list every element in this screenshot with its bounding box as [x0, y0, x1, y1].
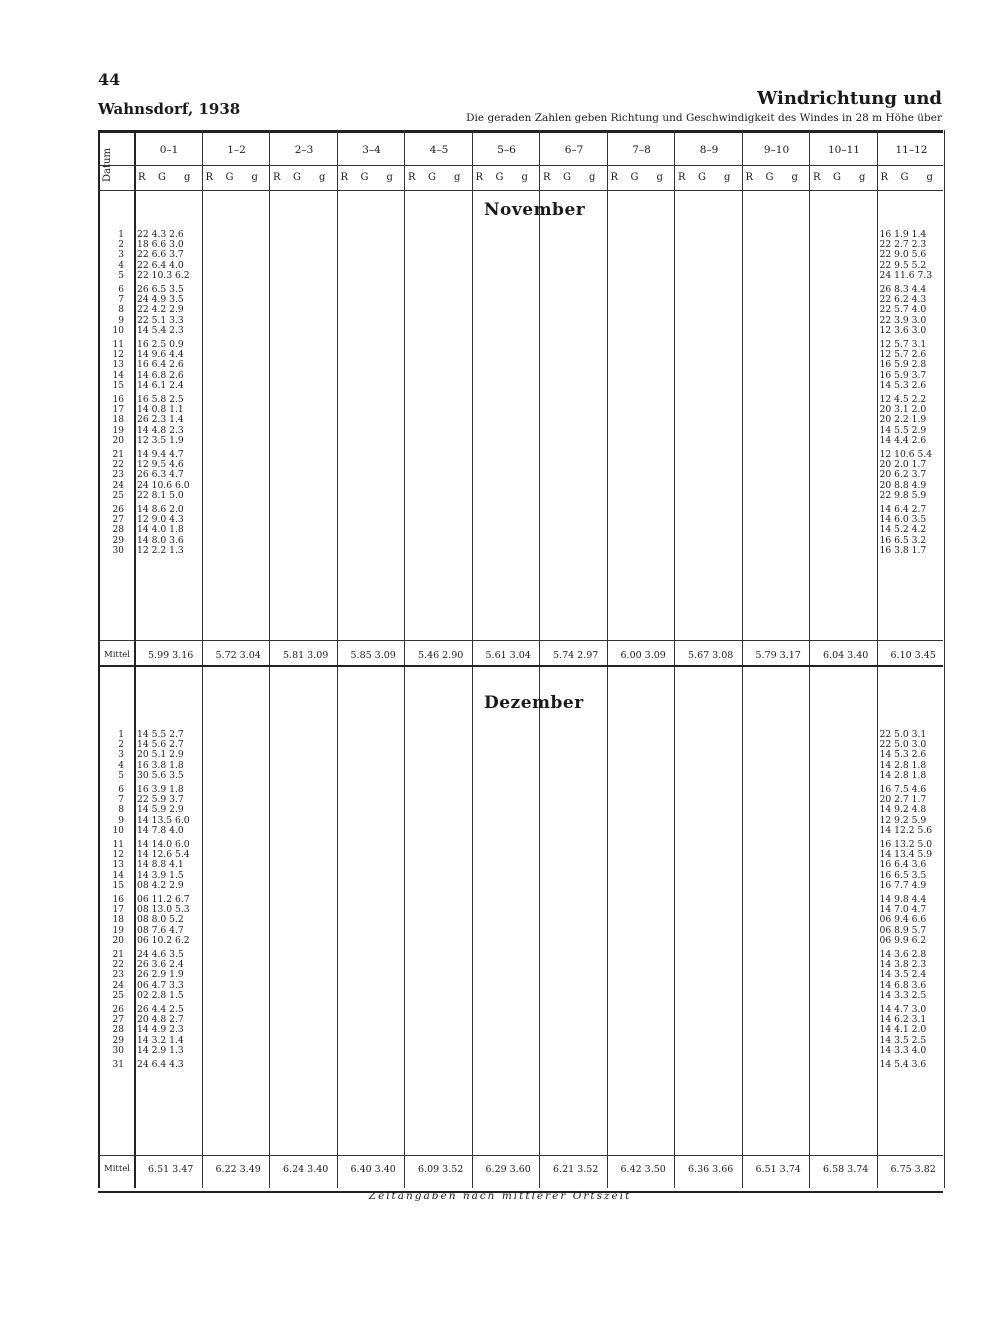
subheader-R: R	[813, 172, 821, 183]
day-number: 13	[112, 860, 124, 871]
mittel-value: 6.36 3.66	[688, 1164, 734, 1175]
cell-11-12: 20 8.8 4.9	[879, 479, 927, 491]
day-number: 2	[118, 240, 124, 251]
cell-0-1: 12 3.5 1.9	[137, 434, 184, 446]
hour-bin-header: 4–5	[429, 144, 449, 156]
cell-11-12: 16 13.2 5.0	[879, 839, 933, 850]
cell-11-12: 22 2.7 2.3	[879, 239, 927, 251]
cell-0-1: 16 2.5 0.9	[137, 339, 184, 350]
cell-11-12: 16 5.9 3.7	[879, 369, 927, 381]
cell-11-12: 14 5.3 2.6	[879, 379, 927, 391]
cell-0-1: 26 3.6 2.4	[137, 959, 184, 971]
cell-0-1: 22 10.3 6.2	[137, 269, 190, 281]
subheader-g: g	[791, 172, 798, 183]
mittel-value: 5.99 3.16	[148, 650, 194, 661]
subheader-G: G	[765, 172, 774, 183]
cell-11-12: 12 4.5 2.2	[879, 394, 927, 405]
cell-0-1: 14 9.6 4.4	[137, 349, 184, 361]
cell-0-1: 20 4.8 2.7	[137, 1014, 184, 1026]
column-divider	[944, 130, 945, 1188]
cell-0-1: 14 7.8 4.0	[137, 824, 184, 836]
hour-bin-header: 7–8	[632, 144, 651, 156]
column-divider	[742, 130, 743, 1188]
cell-11-12: 14 4.1 2.0	[879, 1024, 927, 1036]
day-number: 17	[112, 905, 124, 916]
table-frame	[98, 130, 943, 1193]
day-number: 4	[118, 760, 124, 771]
mittel-value: 5.61 3.04	[485, 650, 531, 661]
day-number: 27	[112, 1015, 124, 1026]
cell-11-12: 22 3.9 3.0	[879, 314, 927, 326]
cell-0-1: 12 9.5 4.6	[137, 459, 184, 471]
subheader-g: g	[521, 172, 528, 183]
cell-11-12: 06 8.9 5.7	[879, 924, 927, 936]
mittel-label-november: Mittel	[104, 650, 131, 660]
cell-0-1: 22 6.4 4.0	[137, 259, 184, 271]
day-number: 18	[112, 915, 124, 926]
day-number: 25	[112, 490, 124, 501]
cell-0-1: 14 13.5 6.0	[137, 814, 190, 826]
day-number: 1	[118, 230, 124, 240]
cell-11-12: 14 7.0 4.7	[879, 904, 927, 916]
cell-11-12: 14 3.6 2.8	[879, 949, 927, 960]
day-number: 21	[112, 950, 124, 960]
day-number: 16	[112, 895, 124, 905]
datum-header: Datum	[102, 148, 113, 182]
cell-0-1: 24 4.6 3.5	[137, 949, 184, 960]
cell-11-12: 22 9.0 5.6	[879, 249, 927, 261]
day-number: 3	[118, 250, 124, 261]
cell-0-1: 14 8.0 3.6	[137, 534, 184, 546]
mittel-value: 6.21 3.52	[553, 1164, 599, 1175]
day-number: 23	[112, 470, 124, 481]
day-number: 24	[112, 480, 124, 491]
subheader-g: g	[251, 172, 258, 183]
mittel-value: 6.09 3.52	[418, 1164, 464, 1175]
section-rule	[98, 640, 943, 641]
cell-11-12: 16 5.9 2.8	[879, 359, 927, 371]
cell-11-12: 14 3.5 2.4	[879, 969, 927, 981]
subheader-R: R	[745, 172, 754, 183]
day-number: 5	[118, 770, 124, 781]
cell-11-12: 22 5.0 3.0	[879, 739, 927, 751]
table-left-border	[98, 130, 100, 1188]
cell-0-1: 16 3.8 1.8	[137, 759, 184, 771]
day-number: 16	[112, 395, 124, 405]
cell-0-1: 14 3.9 1.5	[137, 869, 184, 881]
cell-11-12: 14 13.4 5.9	[879, 849, 933, 861]
subheader-G: G	[630, 172, 639, 183]
day-number: 28	[112, 1025, 124, 1036]
mittel-value: 6.75 3.82	[890, 1164, 936, 1175]
cell-11-12: 14 12.2 5.6	[879, 824, 933, 836]
cell-0-1: 22 5.9 3.7	[137, 794, 184, 806]
cell-0-1: 08 4.2 2.9	[137, 879, 184, 891]
cell-11-12: 14 3.8 2.3	[879, 959, 927, 971]
cell-11-12: 14 2.8 1.8	[879, 759, 927, 771]
column-divider	[337, 130, 338, 1188]
cell-0-1: 14 3.2 1.4	[137, 1034, 184, 1046]
cell-11-12: 14 5.5 2.9	[879, 424, 927, 436]
subheader-G: G	[360, 172, 369, 183]
day-number: 31	[112, 1060, 124, 1070]
cell-0-1: 22 8.1 5.0	[137, 489, 184, 501]
month-heading-november: November	[484, 200, 586, 220]
station-year: Wahnsdorf, 1938	[98, 100, 241, 118]
cell-11-12: 20 6.2 3.7	[879, 469, 927, 481]
day-number: 20	[112, 935, 124, 946]
subheader-R: R	[475, 172, 484, 183]
cell-0-1: 26 6.5 3.5	[137, 284, 184, 295]
day-number: 22	[112, 960, 124, 971]
day-number: 11	[112, 840, 124, 850]
day-number: 9	[118, 815, 124, 826]
cell-11-12: 14 5.3 2.6	[879, 749, 927, 761]
mittel-value: 5.46 2.90	[418, 650, 464, 661]
mittel-value: 6.00 3.09	[620, 650, 666, 661]
day-number: 17	[112, 405, 124, 416]
mittel-value: 6.51 3.47	[148, 1164, 194, 1175]
cell-0-1: 30 5.6 3.5	[137, 769, 184, 781]
cell-0-1: 26 2.9 1.9	[137, 969, 184, 981]
subheader-R: R	[138, 172, 146, 183]
day-number: 20	[112, 435, 124, 446]
subheader-R: R	[408, 172, 416, 183]
cell-11-12: 14 5.4 3.6	[879, 1059, 927, 1070]
cell-0-1: 14 0.8 1.1	[137, 404, 184, 416]
day-number: 18	[112, 415, 124, 426]
cell-11-12: 16 1.9 1.4	[879, 229, 927, 240]
mittel-value: 5.72 3.04	[215, 650, 261, 661]
cell-11-12: 14 6.8 3.6	[879, 979, 927, 991]
cell-0-1: 14 5.4 2.3	[137, 324, 184, 336]
day-number: 15	[112, 880, 124, 891]
day-number: 15	[112, 380, 124, 391]
page-subtitle: Die geraden Zahlen geben Richtung und Geschwindigkeit des Windes in 28 m Höhe über	[466, 112, 942, 124]
subheader-G: G	[495, 172, 504, 183]
mittel-value: 6.29 3.60	[485, 1164, 531, 1175]
cell-0-1: 26 4.4 2.5	[137, 1004, 184, 1015]
cell-11-12: 20 2.2 1.9	[879, 414, 927, 426]
day-number: 7	[118, 795, 124, 806]
mittel-value: 5.67 3.08	[688, 650, 734, 661]
mittel-value: 6.10 3.45	[890, 650, 936, 661]
cell-0-1: 16 3.9 1.8	[137, 784, 184, 795]
column-divider	[134, 130, 136, 1188]
subheader-g: g	[926, 172, 933, 183]
cell-11-12: 16 7.7 4.9	[879, 879, 927, 891]
mittel-value: 6.42 3.50	[620, 1164, 666, 1175]
cell-11-12: 06 9.9 6.2	[879, 934, 927, 946]
day-number: 24	[112, 980, 124, 991]
day-number: 30	[112, 1045, 124, 1056]
page-title: Windrichtung und	[757, 88, 942, 109]
subheader-g: g	[859, 172, 866, 183]
column-divider	[269, 130, 270, 1188]
cell-0-1: 18 6.6 3.0	[137, 239, 184, 251]
hour-bin-header: 9–10	[763, 144, 790, 156]
subheader-R: R	[678, 172, 686, 183]
cell-0-1: 14 4.9 2.3	[137, 1024, 184, 1036]
subheader-R: R	[273, 172, 281, 183]
section-rule	[98, 665, 943, 667]
cell-11-12: 14 5.2 4.2	[879, 524, 927, 536]
subheader-G: G	[563, 172, 571, 183]
subheader-g: g	[724, 172, 731, 183]
column-divider	[202, 130, 203, 1188]
footer-note: Zeitangaben nach mittlerer Ortszeit	[368, 1190, 632, 1202]
day-number: 7	[118, 295, 124, 306]
cell-11-12: 14 4.4 2.6	[879, 434, 927, 446]
cell-11-12: 22 6.2 4.3	[879, 294, 927, 306]
cell-0-1: 12 9.0 4.3	[137, 514, 184, 526]
subheader-g: g	[184, 172, 191, 183]
cell-0-1: 14 4.0 1.8	[137, 524, 184, 536]
cell-11-12: 06 9.4 6.6	[879, 914, 927, 926]
cell-11-12: 14 6.2 3.1	[879, 1014, 927, 1026]
hour-bin-header: 6–7	[564, 144, 584, 156]
day-number: 8	[118, 805, 124, 816]
mittel-value: 6.04 3.40	[823, 650, 869, 661]
day-number: 25	[112, 990, 124, 1001]
day-number: 4	[118, 260, 124, 271]
cell-0-1: 14 5.9 2.9	[137, 804, 184, 816]
subheader-R: R	[340, 172, 349, 183]
cell-0-1: 06 4.7 3.3	[137, 979, 184, 991]
day-number: 11	[112, 340, 124, 350]
hour-bin-header: 3–4	[362, 144, 381, 156]
day-number: 14	[112, 370, 124, 381]
day-number: 6	[118, 285, 124, 295]
mittel-value: 5.85 3.09	[350, 650, 396, 661]
subheader-G: G	[158, 172, 166, 183]
cell-0-1: 22 6.6 3.7	[137, 249, 184, 261]
cell-0-1: 24 4.9 3.5	[137, 294, 184, 306]
cell-0-1: 24 10.6 6.0	[137, 479, 190, 491]
cell-0-1: 12 2.2 1.3	[137, 544, 184, 556]
cell-0-1: 14 8.8 4.1	[137, 859, 184, 871]
subheader-g: g	[386, 172, 393, 183]
subheader-G: G	[698, 172, 706, 183]
subheader-G: G	[225, 172, 234, 183]
mittel-value: 6.22 3.49	[215, 1164, 261, 1175]
mittel-value: 5.79 3.17	[755, 650, 801, 661]
cell-0-1: 24 6.4 4.3	[137, 1059, 184, 1070]
column-divider	[472, 130, 473, 1188]
subheader-g: g	[656, 172, 663, 183]
subheader-G: G	[833, 172, 841, 183]
day-number: 2	[118, 740, 124, 751]
hour-bin-header: 0–1	[159, 144, 179, 156]
cell-11-12: 12 9.2 5.9	[879, 814, 927, 826]
header-rule	[98, 165, 943, 166]
cell-11-12: 24 11.6 7.3	[879, 269, 933, 281]
cell-11-12: 20 2.7 1.7	[879, 794, 927, 806]
cell-11-12: 14 3.3 2.5	[879, 989, 927, 1001]
cell-0-1: 16 6.4 2.6	[137, 359, 184, 371]
cell-11-12: 26 8.3 4.4	[879, 284, 927, 295]
subheader-G: G	[900, 172, 909, 183]
day-number: 14	[112, 870, 124, 881]
subheader-G: G	[428, 172, 436, 183]
hour-bin-header: 2–3	[294, 144, 314, 156]
cell-0-1: 14 14.0 6.0	[137, 839, 190, 850]
mittel-value: 6.24 3.40	[283, 1164, 329, 1175]
cell-0-1: 14 9.4 4.7	[137, 449, 184, 460]
cell-0-1: 14 6.1 2.4	[137, 379, 184, 391]
cell-11-12: 12 5.7 3.1	[879, 339, 927, 350]
mittel-value: 6.58 3.74	[823, 1164, 869, 1175]
cell-11-12: 14 2.8 1.8	[879, 769, 927, 781]
cell-11-12: 14 6.0 3.5	[879, 514, 927, 526]
day-number: 6	[118, 785, 124, 795]
cell-0-1: 14 6.8 2.6	[137, 369, 184, 381]
cell-0-1: 22 4.3 2.6	[137, 229, 184, 240]
cell-11-12: 16 3.8 1.7	[879, 544, 927, 556]
header-rule	[98, 190, 943, 191]
cell-11-12: 16 6.5 3.2	[879, 534, 927, 546]
subheader-R: R	[880, 172, 889, 183]
cell-0-1: 08 8.0 5.2	[137, 914, 184, 926]
hour-bin-header: 11–12	[895, 144, 928, 156]
cell-11-12: 12 10.6 5.4	[879, 449, 933, 460]
page-number: 44	[98, 70, 121, 89]
day-number: 29	[112, 535, 124, 546]
hour-bin-header: 1–2	[227, 144, 246, 156]
day-number: 10	[112, 825, 124, 836]
mittel-value: 6.40 3.40	[350, 1164, 396, 1175]
hour-bin-header: 5–6	[497, 144, 516, 156]
mittel-value: 5.74 2.97	[553, 650, 599, 661]
cell-11-12: 14 9.2 4.8	[879, 804, 927, 816]
day-number: 1	[118, 730, 124, 740]
day-number: 12	[112, 350, 124, 361]
cell-0-1: 06 11.2 6.7	[137, 894, 190, 905]
cell-0-1: 02 2.8 1.5	[137, 989, 184, 1001]
cell-0-1: 20 5.1 2.9	[137, 749, 184, 761]
cell-0-1: 14 2.9 1.3	[137, 1044, 184, 1056]
cell-0-1: 16 5.8 2.5	[137, 394, 184, 405]
mittel-value: 6.51 3.74	[755, 1164, 801, 1175]
day-number: 23	[112, 970, 124, 981]
day-number: 30	[112, 545, 124, 556]
day-number: 19	[112, 925, 124, 936]
cell-0-1: 14 5.5 2.7	[137, 729, 184, 740]
cell-11-12: 22 5.7 4.0	[879, 304, 927, 316]
cell-11-12: 12 5.7 2.6	[879, 349, 927, 361]
cell-11-12: 14 3.3 4.0	[879, 1044, 927, 1056]
subheader-g: g	[454, 172, 461, 183]
subheader-G: G	[293, 172, 301, 183]
day-number: 21	[112, 450, 124, 460]
cell-11-12: 22 9.8 5.9	[879, 489, 927, 501]
column-divider	[607, 130, 608, 1188]
cell-0-1: 22 4.2 2.9	[137, 304, 184, 316]
cell-11-12: 22 5.0 3.1	[879, 729, 927, 740]
cell-0-1: 14 12.6 5.4	[137, 849, 190, 861]
day-number: 26	[112, 505, 124, 515]
day-number: 26	[112, 1005, 124, 1015]
day-number: 29	[112, 1035, 124, 1046]
subheader-g: g	[589, 172, 596, 183]
cell-0-1: 26 6.3 4.7	[137, 469, 184, 481]
mittel-label-dezember: Mittel	[104, 1164, 131, 1174]
subheader-g: g	[319, 172, 326, 183]
mittel-value: 5.81 3.09	[283, 650, 329, 661]
day-number: 12	[112, 850, 124, 861]
cell-11-12: 14 4.7 3.0	[879, 1004, 927, 1015]
day-number: 10	[112, 325, 124, 336]
day-number: 19	[112, 425, 124, 436]
column-divider	[809, 130, 810, 1188]
cell-11-12: 22 9.5 5.2	[879, 259, 927, 271]
day-number: 22	[112, 460, 124, 471]
cell-11-12: 14 6.4 2.7	[879, 504, 927, 515]
day-number: 13	[112, 360, 124, 371]
column-divider	[539, 130, 540, 1188]
cell-0-1: 08 7.6 4.7	[137, 924, 184, 936]
cell-11-12: 12 3.6 3.0	[879, 324, 927, 336]
day-number: 28	[112, 525, 124, 536]
day-number: 27	[112, 515, 124, 526]
cell-0-1: 22 5.1 3.3	[137, 314, 184, 326]
section-rule	[98, 1155, 943, 1156]
cell-0-1: 14 4.8 2.3	[137, 424, 184, 436]
cell-11-12: 16 6.5 3.5	[879, 869, 927, 881]
cell-11-12: 16 6.4 3.6	[879, 859, 927, 871]
day-number: 3	[118, 750, 124, 761]
cell-11-12: 20 2.0 1.7	[879, 459, 927, 471]
cell-0-1: 26 2.3 1.4	[137, 414, 184, 426]
cell-0-1: 08 13.0 5.3	[137, 904, 190, 916]
column-divider	[877, 130, 878, 1188]
cell-0-1: 06 10.2 6.2	[137, 934, 190, 946]
column-divider	[674, 130, 675, 1188]
cell-11-12: 14 9.8 4.4	[879, 894, 927, 905]
cell-11-12: 16 7.5 4.6	[879, 784, 927, 795]
hour-bin-header: 8–9	[699, 144, 719, 156]
month-heading-dezember: Dezember	[484, 693, 584, 713]
subheader-R: R	[205, 172, 214, 183]
cell-11-12: 14 3.5 2.5	[879, 1034, 927, 1046]
cell-11-12: 20 3.1 2.0	[879, 404, 927, 416]
day-number: 8	[118, 305, 124, 316]
column-divider	[404, 130, 405, 1188]
hour-bin-header: 10–11	[828, 144, 860, 156]
cell-0-1: 14 5.6 2.7	[137, 739, 184, 751]
cell-0-1: 14 8.6 2.0	[137, 504, 184, 515]
subheader-R: R	[610, 172, 619, 183]
day-number: 5	[118, 270, 124, 281]
day-number: 9	[118, 315, 124, 326]
subheader-R: R	[543, 172, 551, 183]
